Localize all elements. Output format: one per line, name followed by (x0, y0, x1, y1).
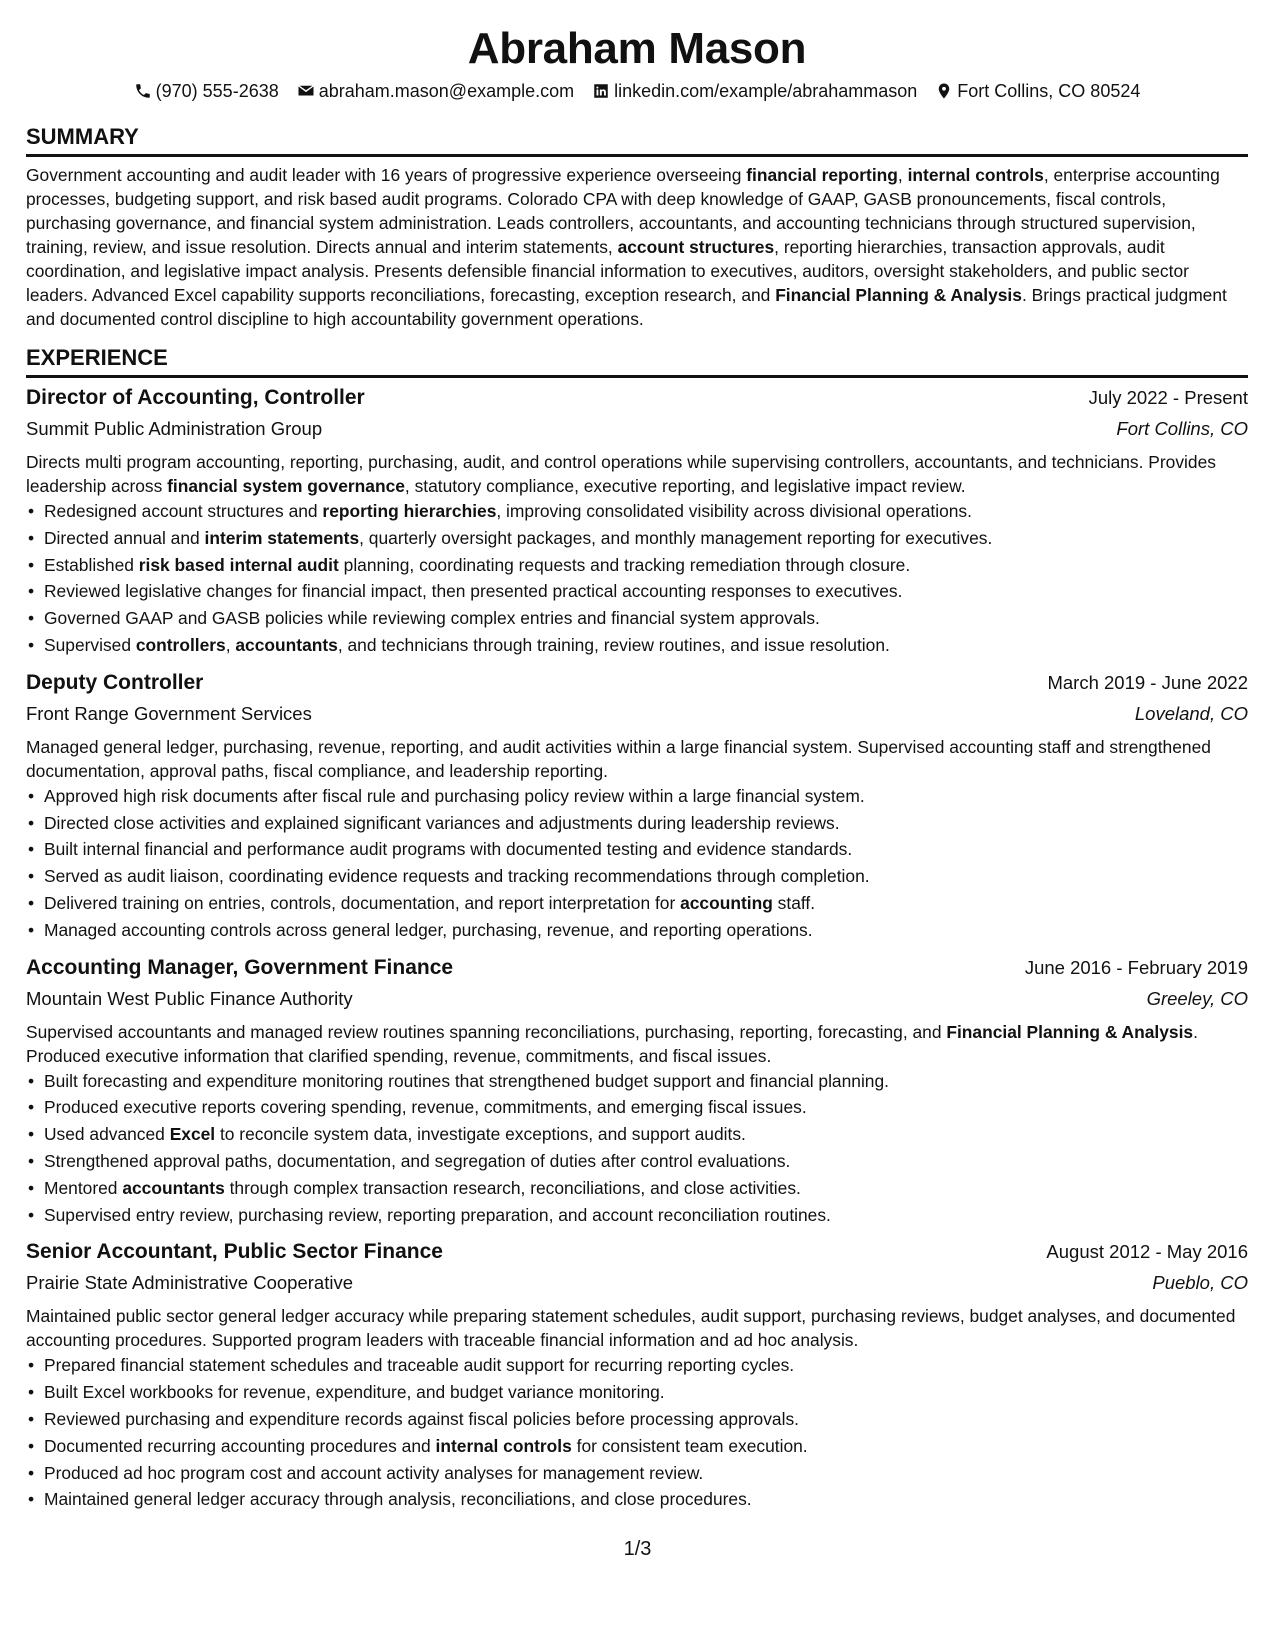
bullet-item (26, 1460, 1248, 1487)
text-run: Mentored (44, 1177, 123, 1198)
job-description (26, 450, 1248, 498)
job-bullets (26, 783, 1248, 944)
job-org-row (26, 984, 1248, 1014)
text-run: Managed general ledger, purchasing, revenue, reporting, and audit activities within a large financial system. Supervised accounting staff and strengthened documentation, approval paths, fiscal compliance, and leadership reporting. (26, 736, 1211, 781)
text-run: , quarterly oversight packages, and monthly management reporting for executives. (359, 527, 993, 548)
text-run: Used advanced (44, 1124, 170, 1145)
job-org-row (26, 414, 1248, 444)
job-org-row (26, 1268, 1248, 1298)
bold-keyword: Financial Planning & Analysis (946, 1021, 1194, 1042)
text-run: Supervised (44, 634, 136, 655)
text-run: , reporting hierarchies, transaction approvals, audit coordination, and legislative impact analysis. Presents defensible financial information to executives, auditors, oversight stakeholders, and public sector leaders. Advanced Excel capability supports reconciliations, forecasting, exception research, and (26, 237, 1189, 305)
bold-keyword: reporting hierarchies (322, 501, 497, 521)
summary-text (26, 163, 1248, 331)
text-run: Redesigned account structures and (44, 501, 323, 521)
job-entry (26, 667, 1248, 944)
section-title-experience: EXPERIENCE (26, 345, 168, 370)
bullet-item (26, 1121, 1248, 1148)
summary-section (26, 122, 1248, 331)
text-run: Directed annual and (44, 527, 205, 548)
text-run: Built internal financial and performance audit programs with documented testing and evidence standards. (44, 839, 853, 860)
job-bullets (26, 1068, 1248, 1229)
bold-keyword: Excel (169, 1124, 216, 1145)
text-run: Maintained public sector general ledger accuracy while preparing statement schedules, audit support, purchasing reviews, budget analyses, and documented accounting procedures. Supported program leaders with traceable financial information and ad hoc analysis. (26, 1306, 1236, 1351)
bullet-item (26, 1175, 1248, 1202)
bullet-item (26, 836, 1248, 863)
section-title-summary: SUMMARY (26, 124, 139, 149)
text-run: Reviewed legislative changes for financial impact, then presented practical accounting responses to executives. (44, 581, 903, 602)
job-title: Accounting Manager, Government Finance (26, 955, 454, 979)
text-run: . Produced executive information that clarified spending, revenue, commitments, and fiscal issues. (26, 1021, 1198, 1066)
bullet-item (26, 578, 1248, 605)
linkedin-link[interactable]: linkedin.com/example/abrahammason (614, 81, 918, 101)
job-org-row (26, 699, 1248, 729)
job-dates: March 2019 - June 2022 (1047, 671, 1248, 693)
bold-keyword: Financial Planning & Analysis (775, 285, 1022, 305)
text-run: Strengthened approval paths, documentation, and segregation of duties after control evaluations. (44, 1150, 791, 1171)
job-organization: Prairie State Administrative Cooperative (26, 1272, 353, 1294)
text-run: Maintained general ledger accuracy through analysis, reconciliations, and close procedures. (44, 1489, 752, 1510)
email-link[interactable]: abraham.mason@example.com (318, 81, 575, 101)
text-run: staff. (772, 892, 816, 913)
text-run: Directed close activities and explained significant variances and adjustments during leadership reviews. (44, 812, 840, 833)
bullet-item (26, 890, 1248, 917)
text-run: Established (44, 554, 139, 575)
text-run: through complex transaction research, reconciliations, and close activities. (224, 1177, 801, 1198)
bold-keyword: internal controls (907, 165, 1044, 185)
section-divider (26, 154, 1248, 157)
bullet-item (26, 1406, 1248, 1433)
job-bullets (26, 498, 1248, 659)
job-organization: Front Range Government Services (26, 702, 312, 724)
job-header-row (26, 1236, 1248, 1268)
envelope-icon (297, 82, 315, 100)
text-run: Produced ad hoc program cost and account activity analyses for management review. (44, 1462, 704, 1483)
job-location: Pueblo, CO (1152, 1272, 1248, 1294)
section-divider (26, 375, 1248, 378)
phone-text: (970) 555-2638 (155, 81, 279, 101)
text-run: . Brings practical judgment and documented control discipline to high accountability government operations. (26, 285, 1227, 329)
text-run: Government accounting and audit leader with 16 years of progressive experience overseeing (26, 165, 747, 185)
candidate-name: Abraham Mason (467, 24, 807, 73)
contact-linkedin[interactable] (592, 78, 917, 104)
job-header-row (26, 667, 1248, 699)
bold-keyword: interim statements (204, 527, 360, 548)
text-run: to reconcile system data, investigate exceptions, and support audits. (215, 1124, 746, 1145)
bullet-item (26, 1148, 1248, 1175)
job-title: Deputy Controller (26, 670, 204, 694)
map-pin-icon (935, 82, 953, 100)
job-organization: Summit Public Administration Group (26, 418, 323, 439)
text-run: , improving consolidated visibility across divisional operations. (496, 501, 972, 521)
job-title: Director of Accounting, Controller (26, 386, 365, 409)
contact-email[interactable] (297, 78, 574, 104)
bold-keyword: risk based internal audit (138, 554, 339, 575)
phone-icon (134, 82, 152, 100)
bullet-item (26, 783, 1248, 810)
bullet-item (26, 552, 1248, 579)
bullet-item (26, 632, 1248, 659)
bold-keyword: accountants (235, 634, 338, 655)
bullet-item (26, 1379, 1248, 1406)
bold-keyword: account structures (617, 237, 775, 257)
job-entry (26, 952, 1248, 1229)
resume-page (26, 0, 1248, 1513)
bullet-item (26, 1352, 1248, 1379)
bullet-item (26, 863, 1248, 890)
text-run: Documented recurring accounting procedures and (44, 1435, 436, 1456)
job-dates: June 2016 - February 2019 (1024, 956, 1248, 978)
job-location: Loveland, CO (1134, 702, 1248, 724)
text-run: , enterprise accounting processes, budgeting support, and risk based audit programs. Colorado CPA with deep knowledge of GAAP, GASB pronouncements, fiscal controls, purchasing governance, and financial system administration. Leads controllers, accountants, and accounting technicians through structured supervision, training, review, and issue resolution. Directs annual and interim statements, (26, 165, 1220, 257)
job-bullets (26, 1352, 1248, 1513)
text-run: , (225, 634, 236, 655)
contact-bar (26, 78, 1248, 104)
text-run: Produced executive reports covering spending, revenue, commitments, and emerging fiscal issues. (44, 1097, 807, 1118)
bold-keyword: accountants (122, 1177, 225, 1198)
text-run: Governed GAAP and GASB policies while reviewing complex entries and financial system approvals. (44, 608, 820, 629)
text-run: , and technicians through training, review routines, and issue resolution. (337, 634, 890, 655)
text-run: Delivered training on entries, controls, documentation, and report interpretation for (44, 892, 681, 913)
text-run: Served as audit liaison, coordinating evidence requests and tracking recommendations through completion. (44, 866, 870, 887)
bullet-item (26, 1202, 1248, 1229)
location-text: Fort Collins, CO 80524 (957, 81, 1141, 101)
bold-keyword: accounting (680, 892, 773, 913)
text-run: Built forecasting and expenditure monitoring routines that strengthened budget support and financial planning. (44, 1070, 889, 1091)
text-run: planning, coordinating requests and tracking remediation through closure. (338, 554, 911, 575)
job-location: Fort Collins, CO (1116, 418, 1248, 439)
job-organization: Mountain West Public Finance Authority (26, 987, 353, 1009)
text-run: Reviewed purchasing and expenditure records against fiscal policies before processing approvals. (44, 1408, 799, 1429)
job-location: Greeley, CO (1146, 987, 1248, 1009)
job-description (26, 1304, 1248, 1352)
text-run: Directs multi program accounting, reporting, purchasing, audit, and control operations while supervising controllers, accountants, and technicians. Provides leadership across (26, 452, 1216, 496)
text-run: Managed accounting controls across general ledger, purchasing, revenue, and reporting operations. (44, 919, 813, 940)
job-entry (26, 1236, 1248, 1513)
bullet-item (26, 605, 1248, 632)
linkedin-icon (592, 82, 610, 100)
text-run: , statutory compliance, executive reporting, and legislative impact review. (404, 476, 966, 496)
bullet-item (26, 1068, 1248, 1095)
bullet-item (26, 525, 1248, 552)
job-entry (26, 382, 1248, 659)
bullet-item (26, 1486, 1248, 1513)
text-run: for consistent team execution. (571, 1435, 808, 1456)
job-title: Senior Accountant, Public Sector Finance (26, 1240, 443, 1264)
bullet-item (26, 1433, 1248, 1460)
job-header-row (26, 382, 1248, 414)
text-run: , (897, 165, 908, 185)
job-list (26, 382, 1248, 1513)
text-run: Supervised entry review, purchasing review, reporting preparation, and account reconciliation routines. (44, 1204, 831, 1225)
text-run: Prepared financial statement schedules and traceable audit support for recurring reporting cycles. (44, 1355, 795, 1376)
bullet-item (26, 1094, 1248, 1121)
job-header-row (26, 952, 1248, 984)
page-number: 1/3 (623, 1538, 652, 1560)
text-run: Approved high risk documents after fiscal rule and purchasing policy review within a large financial system. (44, 785, 865, 806)
experience-section (26, 343, 1248, 1513)
bold-keyword: financial reporting (746, 165, 898, 185)
job-description (26, 735, 1248, 783)
bold-keyword: controllers (135, 634, 226, 655)
bold-keyword: financial system governance (167, 476, 405, 496)
text-run: Built Excel workbooks for revenue, expenditure, and budget variance monitoring. (44, 1382, 665, 1403)
job-dates: July 2022 - Present (1088, 387, 1248, 408)
contact-location (935, 78, 1140, 104)
bullet-item (26, 917, 1248, 944)
bullet-item (26, 498, 1248, 525)
bullet-item (26, 810, 1248, 837)
job-dates: August 2012 - May 2016 (1046, 1241, 1248, 1263)
bold-keyword: internal controls (435, 1435, 572, 1456)
job-description (26, 1020, 1248, 1068)
contact-phone (134, 78, 279, 104)
text-run: Supervised accountants and managed review routines spanning reconciliations, purchasing, reporting, forecasting, and (26, 1021, 947, 1042)
